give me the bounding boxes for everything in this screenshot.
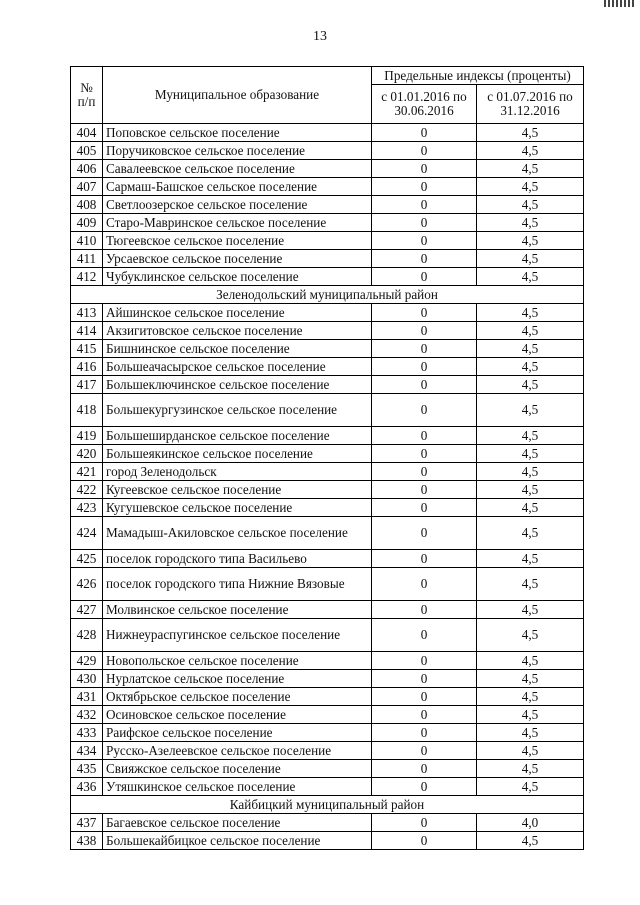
row-number: 421 (71, 463, 103, 481)
row-number: 429 (71, 652, 103, 670)
table-row (71, 778, 584, 796)
index-second-half: 4,5 (477, 568, 584, 601)
table-row (71, 499, 584, 517)
row-number: 427 (71, 601, 103, 619)
index-first-half: 0 (372, 394, 477, 427)
row-number: 420 (71, 445, 103, 463)
index-first-half: 0 (372, 778, 477, 796)
row-number: 418 (71, 394, 103, 427)
index-first-half: 0 (372, 214, 477, 232)
section-row (71, 796, 584, 814)
table-row (71, 742, 584, 760)
index-second-half: 4,5 (477, 724, 584, 742)
table-row (71, 601, 584, 619)
table-row (71, 232, 584, 250)
index-second-half: 4,5 (477, 652, 584, 670)
header-limit-indices: Предельные индексы (проценты) (372, 67, 584, 85)
index-second-half: 4,5 (477, 250, 584, 268)
index-first-half: 0 (372, 322, 477, 340)
municipality-name: Бишнинское сельское поселение (103, 340, 372, 358)
municipality-name: Тюгеевское сельское поселение (103, 232, 372, 250)
table-row (71, 427, 584, 445)
table-row (71, 142, 584, 160)
index-first-half: 0 (372, 652, 477, 670)
table-row (71, 394, 584, 427)
index-second-half: 4,5 (477, 358, 584, 376)
index-second-half: 4,5 (477, 196, 584, 214)
table-row (71, 463, 584, 481)
municipality-name: Урсаевское сельское поселение (103, 250, 372, 268)
row-number: 434 (71, 742, 103, 760)
index-second-half: 4,0 (477, 814, 584, 832)
table-row (71, 832, 584, 850)
table-row (71, 652, 584, 670)
scan-corner-mark (604, 0, 636, 7)
index-first-half: 0 (372, 832, 477, 850)
table-row (71, 178, 584, 196)
municipality-name: Большекайбицкое сельское поселение (103, 832, 372, 850)
index-first-half: 0 (372, 268, 477, 286)
row-number: 424 (71, 517, 103, 550)
table-row (71, 124, 584, 142)
row-number: 435 (71, 760, 103, 778)
index-first-half: 0 (372, 232, 477, 250)
index-first-half: 0 (372, 760, 477, 778)
row-number: 431 (71, 688, 103, 706)
row-number: 411 (71, 250, 103, 268)
row-number: 437 (71, 814, 103, 832)
row-number: 423 (71, 499, 103, 517)
index-second-half: 4,5 (477, 232, 584, 250)
index-first-half: 0 (372, 568, 477, 601)
municipality-name: Осиновское сельское поселение (103, 706, 372, 724)
table-row (71, 445, 584, 463)
index-first-half: 0 (372, 445, 477, 463)
municipality-name: Чубуклинское сельское поселение (103, 268, 372, 286)
index-first-half: 0 (372, 619, 477, 652)
section-row (71, 286, 584, 304)
row-number: 407 (71, 178, 103, 196)
municipality-name: Большеширданское сельское поселение (103, 427, 372, 445)
municipality-name: поселок городского типа Васильево (103, 550, 372, 568)
row-number: 412 (71, 268, 103, 286)
municipality-name: Акзигитовское сельское поселение (103, 322, 372, 340)
row-number: 417 (71, 376, 103, 394)
table-row (71, 340, 584, 358)
index-second-half: 4,5 (477, 304, 584, 322)
header-municipality: Муниципальное образование (103, 67, 372, 124)
row-number: 416 (71, 358, 103, 376)
section-title: Зеленодольский муниципальный район (71, 286, 584, 304)
municipality-name: Раифское сельское поселение (103, 724, 372, 742)
row-number: 404 (71, 124, 103, 142)
row-number: 430 (71, 670, 103, 688)
table-row (71, 760, 584, 778)
row-number: 414 (71, 322, 103, 340)
row-number: 438 (71, 832, 103, 850)
municipality-name: Савалеевское сельское поселение (103, 160, 372, 178)
index-second-half: 4,5 (477, 601, 584, 619)
header-period-first-half: с 01.01.2016 по 30.06.2016 (372, 85, 477, 124)
municipality-name: Русско-Азелеевское сельское поселение (103, 742, 372, 760)
index-second-half: 4,5 (477, 760, 584, 778)
municipality-name: Октябрьское сельское поселение (103, 688, 372, 706)
index-second-half: 4,5 (477, 445, 584, 463)
index-first-half: 0 (372, 250, 477, 268)
section-title: Кайбицкий муниципальный район (71, 796, 584, 814)
limit-indices-table (70, 66, 584, 850)
municipality-name: Свияжское сельское поселение (103, 760, 372, 778)
index-first-half: 0 (372, 304, 477, 322)
index-first-half: 0 (372, 688, 477, 706)
row-number: 419 (71, 427, 103, 445)
header-period-second-half: с 01.07.2016 по 31.12.2016 (477, 85, 584, 124)
row-number: 415 (71, 340, 103, 358)
index-second-half: 4,5 (477, 619, 584, 652)
table-row (71, 322, 584, 340)
municipality-name: Багаевское сельское поселение (103, 814, 372, 832)
table-row (71, 268, 584, 286)
row-number: 409 (71, 214, 103, 232)
index-first-half: 0 (372, 196, 477, 214)
index-first-half: 0 (372, 481, 477, 499)
municipality-name: Большекургузинское сельское поселение (103, 394, 372, 427)
index-second-half: 4,5 (477, 427, 584, 445)
index-first-half: 0 (372, 427, 477, 445)
municipality-name: Нурлатское сельское поселение (103, 670, 372, 688)
index-first-half: 0 (372, 340, 477, 358)
municipality-name: Светлоозерское сельское поселение (103, 196, 372, 214)
table-row (71, 376, 584, 394)
index-second-half: 4,5 (477, 376, 584, 394)
index-first-half: 0 (372, 724, 477, 742)
municipality-name: город Зеленодольск (103, 463, 372, 481)
index-first-half: 0 (372, 499, 477, 517)
index-second-half: 4,5 (477, 481, 584, 499)
index-second-half: 4,5 (477, 268, 584, 286)
table-row (71, 706, 584, 724)
table-row (71, 358, 584, 376)
index-first-half: 0 (372, 742, 477, 760)
municipality-name: Поповское сельское поселение (103, 124, 372, 142)
row-number: 426 (71, 568, 103, 601)
index-first-half: 0 (372, 178, 477, 196)
municipality-name: Мамадыш-Акиловское сельское поселение (103, 517, 372, 550)
table-row (71, 517, 584, 550)
index-first-half: 0 (372, 160, 477, 178)
municipality-name: Старо-Мавринское сельское поселение (103, 214, 372, 232)
index-first-half: 0 (372, 814, 477, 832)
index-second-half: 4,5 (477, 160, 584, 178)
index-second-half: 4,5 (477, 322, 584, 340)
index-second-half: 4,5 (477, 340, 584, 358)
municipality-name: поселок городского типа Нижние Вязовые (103, 568, 372, 601)
index-second-half: 4,5 (477, 517, 584, 550)
row-number: 413 (71, 304, 103, 322)
index-second-half: 4,5 (477, 706, 584, 724)
table-row (71, 481, 584, 499)
index-second-half: 4,5 (477, 688, 584, 706)
index-first-half: 0 (372, 376, 477, 394)
index-first-half: 0 (372, 517, 477, 550)
index-second-half: 4,5 (477, 778, 584, 796)
table-row (71, 304, 584, 322)
index-second-half: 4,5 (477, 499, 584, 517)
index-first-half: 0 (372, 706, 477, 724)
page-number: 13 (313, 29, 327, 44)
table-row (71, 196, 584, 214)
row-number: 425 (71, 550, 103, 568)
header-number: № п/п (71, 67, 103, 124)
municipality-name: Новопольское сельское поселение (103, 652, 372, 670)
row-number: 428 (71, 619, 103, 652)
table-row (71, 814, 584, 832)
index-first-half: 0 (372, 601, 477, 619)
index-first-half: 0 (372, 550, 477, 568)
table-row (71, 688, 584, 706)
index-second-half: 4,5 (477, 742, 584, 760)
table-body (71, 124, 584, 850)
table-row (71, 160, 584, 178)
table-row (71, 214, 584, 232)
index-second-half: 4,5 (477, 142, 584, 160)
index-second-half: 4,5 (477, 394, 584, 427)
index-second-half: 4,5 (477, 124, 584, 142)
table-row (71, 670, 584, 688)
municipality-name: Утяшкинское сельское поселение (103, 778, 372, 796)
index-second-half: 4,5 (477, 670, 584, 688)
row-number: 436 (71, 778, 103, 796)
table-row (71, 550, 584, 568)
municipality-name: Сармаш-Башское сельское поселение (103, 178, 372, 196)
municipality-name: Поручиковское сельское поселение (103, 142, 372, 160)
index-first-half: 0 (372, 124, 477, 142)
municipality-name: Большеключинское сельское поселение (103, 376, 372, 394)
municipality-name: Молвинское сельское поселение (103, 601, 372, 619)
municipality-name: Большеачасырское сельское поселение (103, 358, 372, 376)
row-number: 432 (71, 706, 103, 724)
index-second-half: 4,5 (477, 178, 584, 196)
index-first-half: 0 (372, 670, 477, 688)
table-row (71, 724, 584, 742)
municipality-name: Кугушевское сельское поселение (103, 499, 372, 517)
municipality-name: Большеякинское сельское поселение (103, 445, 372, 463)
row-number: 433 (71, 724, 103, 742)
municipality-name: Нижнеураспугинское сельское поселение (103, 619, 372, 652)
table-row (71, 619, 584, 652)
municipality-name: Кугеевское сельское поселение (103, 481, 372, 499)
row-number: 410 (71, 232, 103, 250)
row-number: 422 (71, 481, 103, 499)
index-second-half: 4,5 (477, 463, 584, 481)
table-row (71, 568, 584, 601)
table-row (71, 250, 584, 268)
index-first-half: 0 (372, 142, 477, 160)
municipality-name: Айшинское сельское поселение (103, 304, 372, 322)
index-second-half: 4,5 (477, 832, 584, 850)
index-first-half: 0 (372, 463, 477, 481)
index-first-half: 0 (372, 358, 477, 376)
row-number: 408 (71, 196, 103, 214)
index-second-half: 4,5 (477, 550, 584, 568)
row-number: 406 (71, 160, 103, 178)
index-second-half: 4,5 (477, 214, 584, 232)
row-number: 405 (71, 142, 103, 160)
